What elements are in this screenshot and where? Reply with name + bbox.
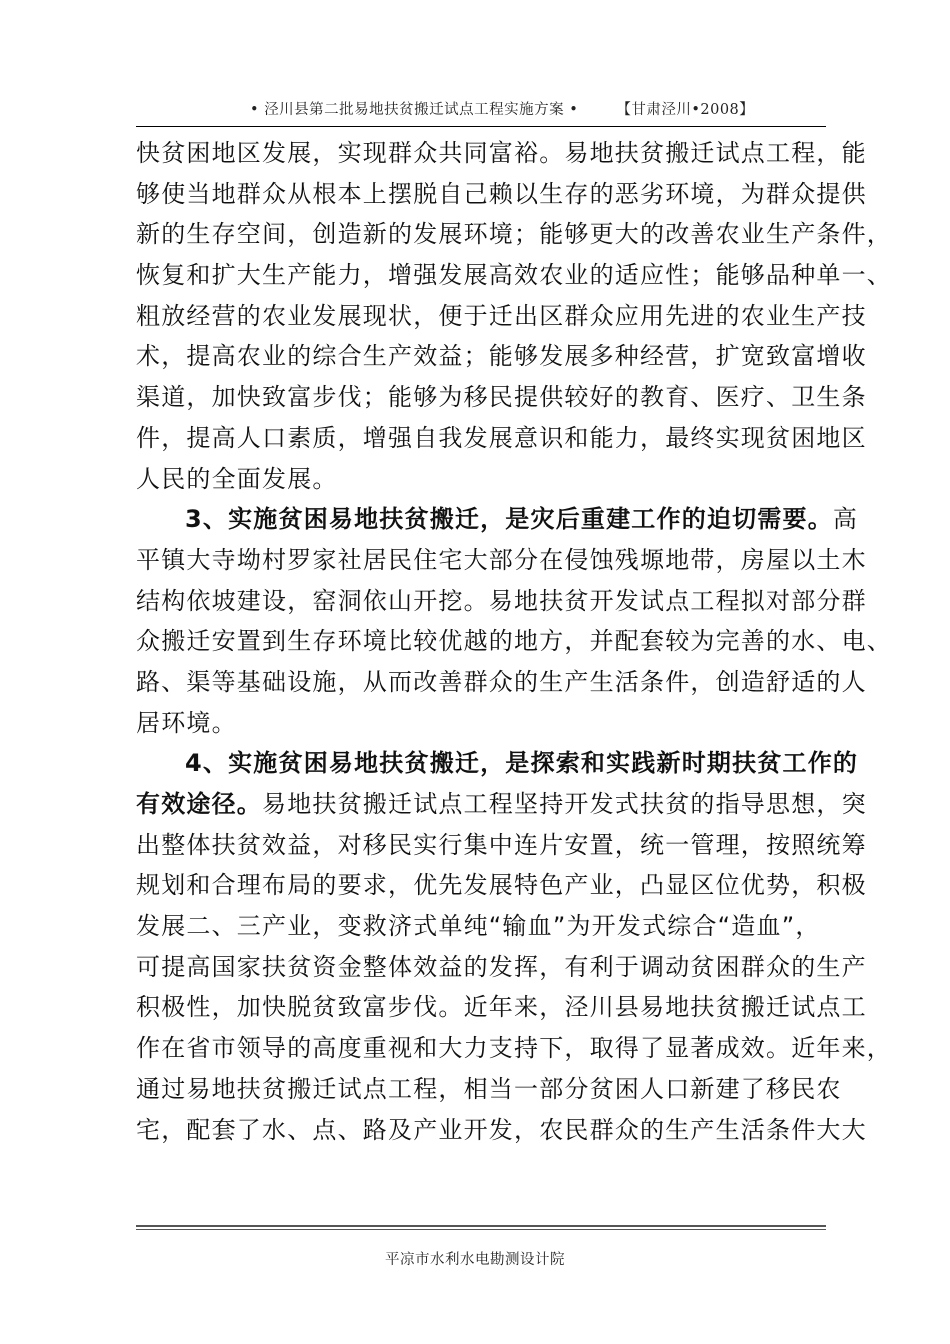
section-4-heading-end: 有效途径。 [136, 790, 262, 818]
section-4-line: 通过易地扶贫搬迁试点工程，相当一部分贫困人口新建了移民农 [136, 1074, 842, 1103]
section-4-heading: 4、实施贫困易地扶贫搬迁，是探索和实践新时期扶贫工作的 [185, 749, 859, 778]
body-line: 粗放经营的农业发展现状，便于迁出区群众应用先进的农业生产技 [136, 301, 867, 330]
section-4-line: 积极性，加快脱贫致富步伐。近年来，泾川县易地扶贫搬迁试点工 [136, 993, 867, 1022]
body-line: 够使当地群众从根本上摆脱自己赖以生存的恶劣环境，为群众提供 [136, 179, 867, 208]
body-line: 件，提高人口素质，增强自我发展意识和能力，最终实现贫困地区 [136, 423, 867, 452]
section-4-line: 发展二、三产业，变救济式单纯“输血”为开发式综合“造血”， [136, 912, 821, 941]
section-4-line: 出整体扶贫效益，对移民实行集中连片安置，统一管理，按照统筹 [136, 830, 867, 859]
header-title: • 泾川县第二批易地扶贫搬迁试点工程实施方案 • [250, 102, 579, 118]
section-4-line: 作在省市领导的高度重视和大力支持下，取得了显著成效。近年来， [136, 1034, 892, 1063]
section-4-second-tail: 易地扶贫搬迁试点工程坚持开发式扶贫的指导思想，突 [262, 790, 867, 818]
body-line: 恢复和扩大生产能力，增强发展高效农业的适应性；能够品种单一、 [136, 261, 892, 290]
page-footer: 平凉市水利水电勘测设计院 [385, 1252, 565, 1268]
header-bracket-tag: 【甘肃泾川•2008】 [616, 102, 755, 118]
section-3-line: 路、渠等基础设施，从而改善群众的生产生活条件，创造舒适的人 [136, 667, 867, 696]
section-3-first-tail: 高 [832, 505, 859, 534]
body-line: 人民的全面发展。 [136, 464, 338, 493]
body-line: 渠道，加快致富步伐；能够为移民提供较好的教育、医疗、卫生条 [136, 383, 867, 412]
section-3-line: 结构依坡建设，窑洞依山开挖。易地扶贫开发试点工程拟对部分群 [136, 586, 867, 615]
section-3-first-line [136, 499, 859, 540]
section-4-line: 宅，配套了水、点、路及产业开发，农民群众的生产生活条件大大 [136, 1115, 867, 1144]
header-rule [136, 126, 826, 127]
section-4-second-line [136, 784, 867, 825]
page-header [250, 98, 810, 119]
section-4-line: 规划和合理布局的要求，优先发展特色产业，凸显区位优势，积极 [136, 871, 867, 900]
section-4-line: 可提高国家扶贫资金整体效益的发挥，有利于调动贫困群众的生产 [136, 952, 867, 981]
body-line: 新的生存空间，创造新的发展环境；能够更大的改善农业生产条件， [136, 220, 892, 249]
section-3-heading: 3、实施贫困易地扶贫搬迁，是灾后重建工作的迫切需要。 [185, 505, 833, 534]
body-line: 快贫困地区发展，实现群众共同富裕。易地扶贫搬迁试点工程，能 [136, 139, 867, 167]
section-3-line: 众搬迁安置到生存环境比较优越的地方，并配套较为完善的水、电、 [136, 627, 892, 656]
footer-rule [136, 1229, 826, 1230]
body-line: 术，提高农业的综合生产效益；能够发展多种经营，扩宽致富增收 [136, 342, 867, 371]
footer-rule [136, 1225, 826, 1227]
body-text [136, 133, 892, 1150]
section-3-line: 居环境。 [136, 708, 237, 737]
section-3-line: 平镇大寺坳村罗家社居民住宅大部分在侵蚀残塬地带，房屋以土木 [136, 545, 867, 574]
